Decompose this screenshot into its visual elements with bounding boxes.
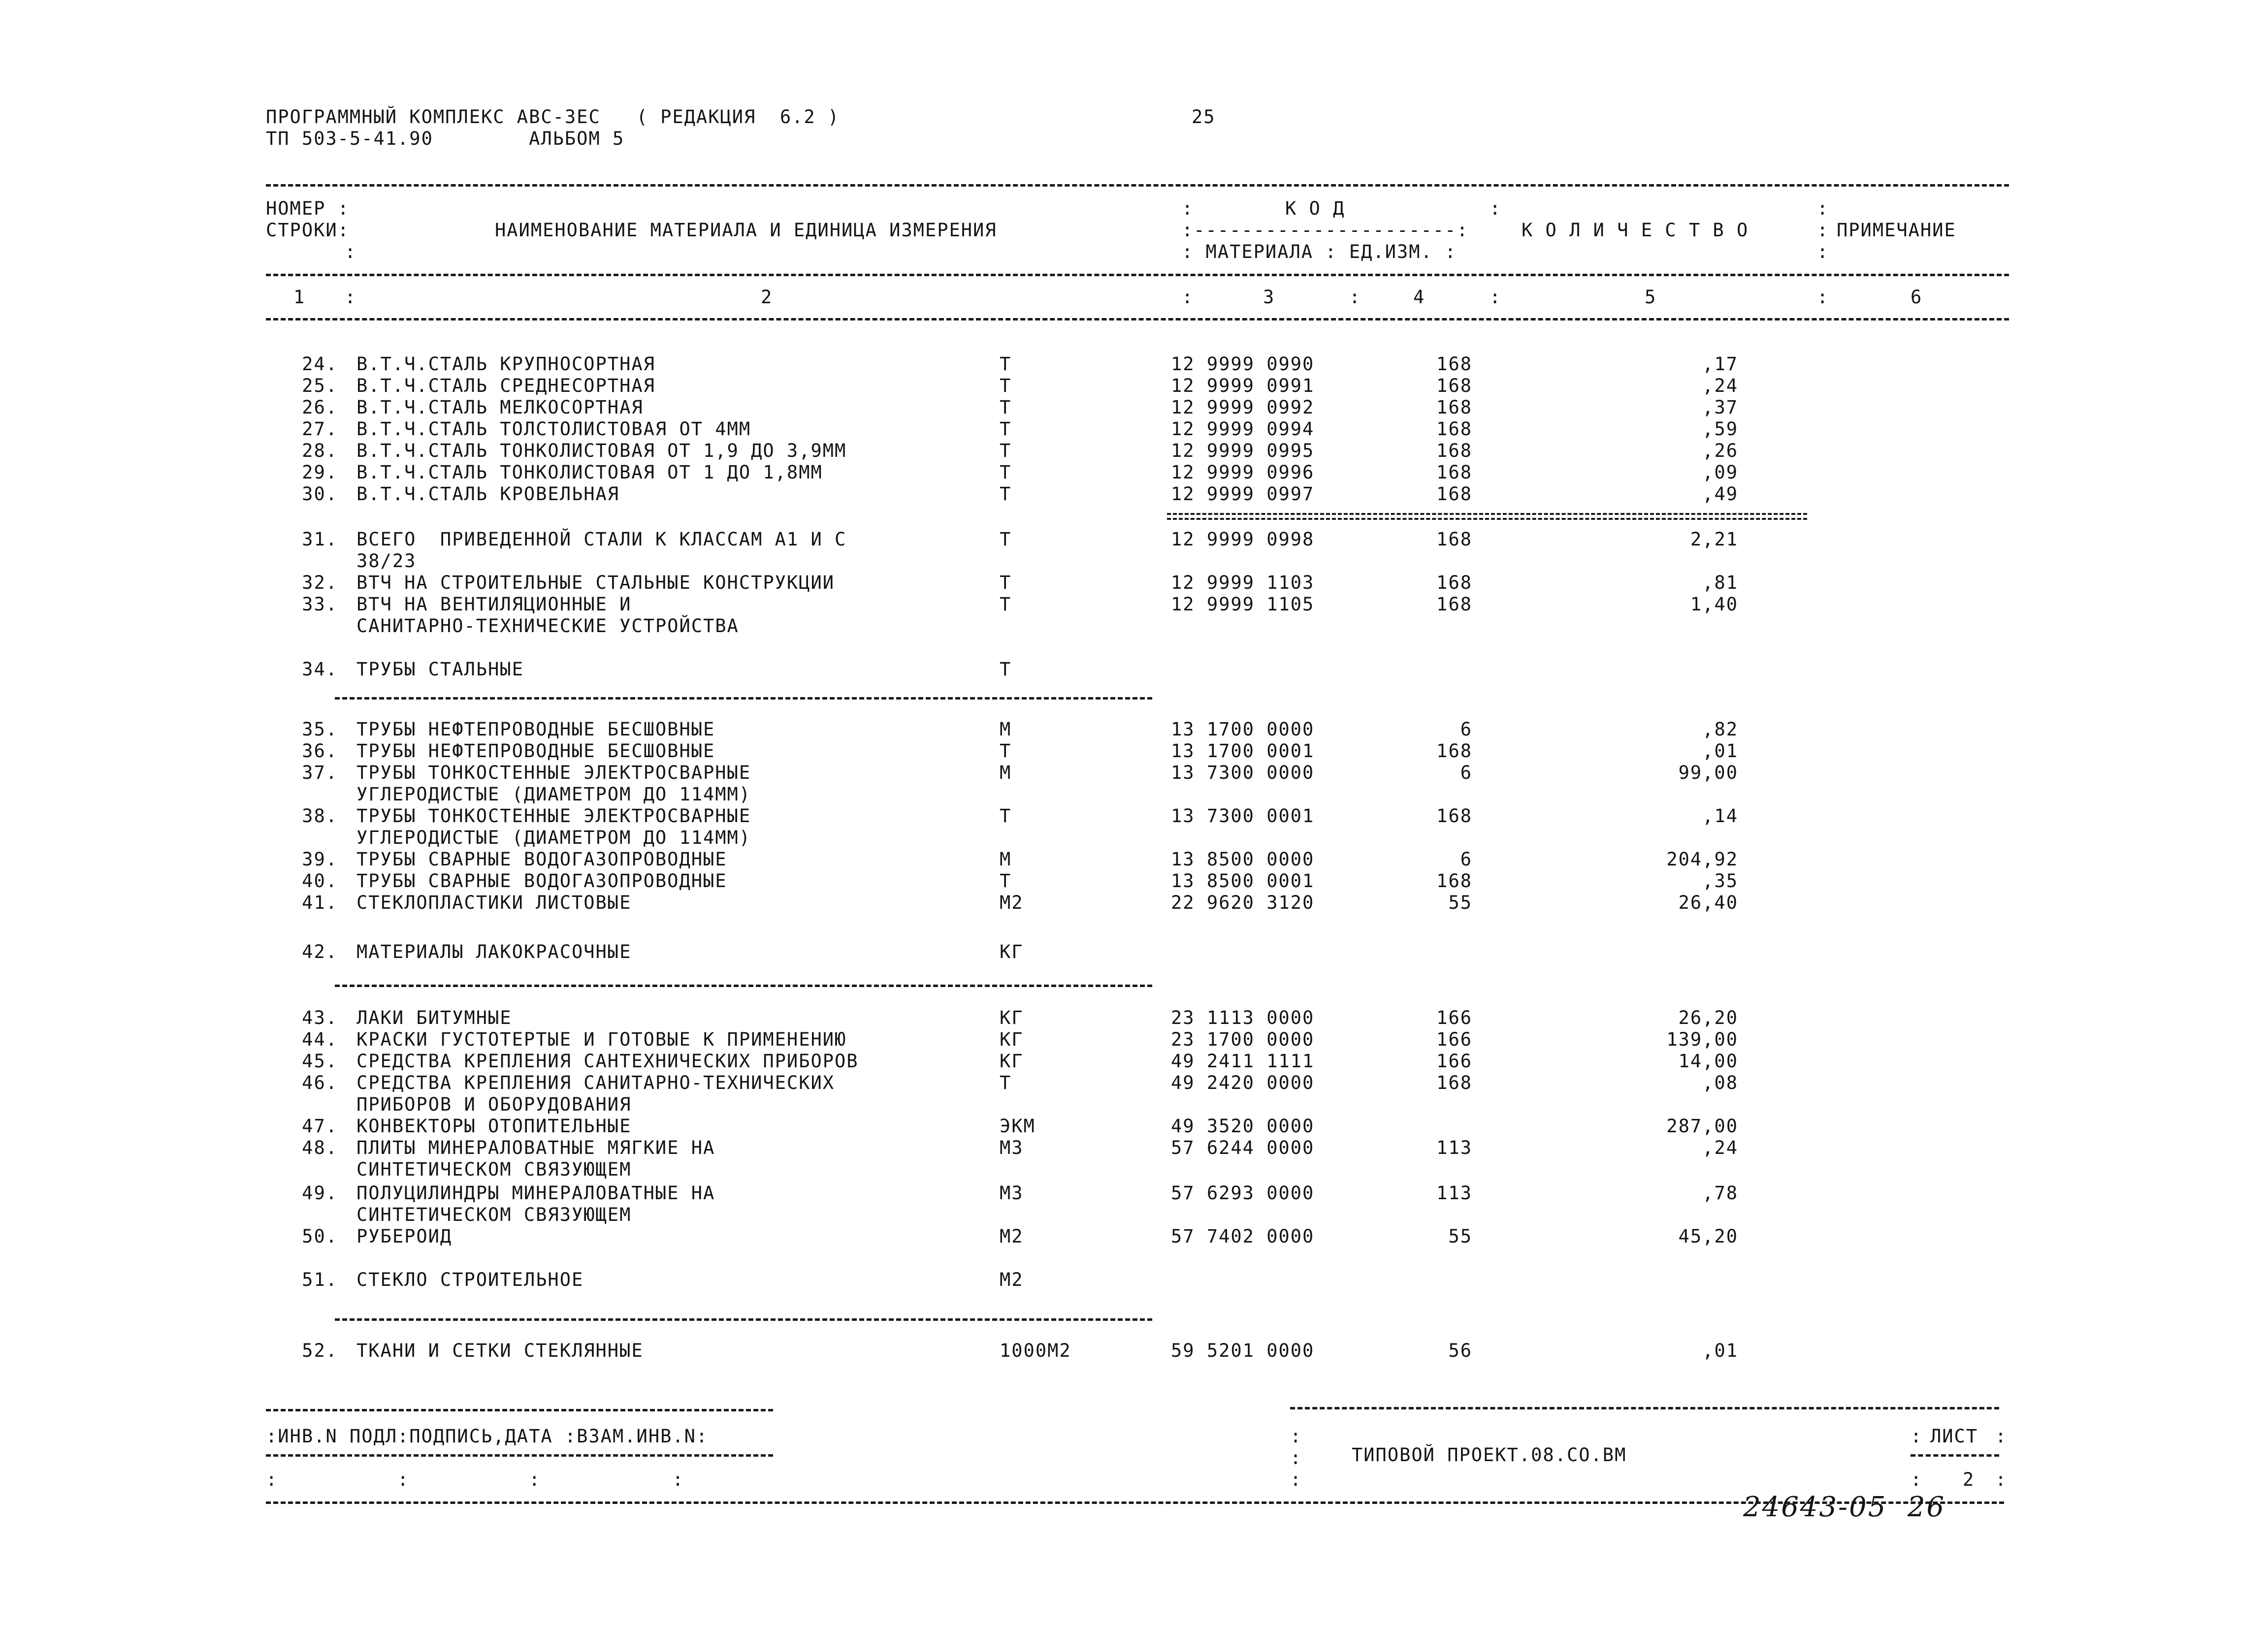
unit-code: 55 xyxy=(1448,1226,1472,1247)
unit-of-measure: Т xyxy=(1000,1072,1012,1093)
table-row xyxy=(0,1269,2268,1291)
material-code: 57 7402 0000 xyxy=(1171,1226,1315,1247)
quantity: 139,00 xyxy=(1666,1029,1738,1050)
row-number: 27. xyxy=(302,418,338,440)
quantity: 26,40 xyxy=(1678,892,1738,913)
unit-code: 6 xyxy=(1460,719,1472,740)
table-row xyxy=(0,762,2268,805)
material-name-continued: 38/23 xyxy=(356,550,417,572)
quantity: ,09 xyxy=(1702,462,1738,483)
quantity: ,35 xyxy=(1702,870,1738,892)
unit-code: 168 xyxy=(1436,462,1472,483)
unit-of-measure: М3 xyxy=(1000,1137,1024,1158)
header-bottom-rule xyxy=(266,318,2009,320)
unit-code: 168 xyxy=(1436,418,1472,440)
unit-code: 113 xyxy=(1436,1182,1472,1204)
table-row xyxy=(0,440,2268,462)
material-name: В.Т.Ч.СТАЛЬ КРУПНОСОРТНАЯ xyxy=(356,353,655,375)
row-number: 38. xyxy=(302,805,338,827)
material-name: СТЕКЛО СТРОИТЕЛЬНОЕ xyxy=(356,1269,584,1290)
row-number: 36. xyxy=(302,740,338,762)
table-row xyxy=(0,1182,2268,1225)
material-name: В.Т.Ч.СТАЛЬ КРОВЕЛЬНАЯ xyxy=(356,483,620,505)
material-name: РУБЕРОИД xyxy=(356,1226,453,1247)
quantity: ,26 xyxy=(1702,440,1738,461)
table-row xyxy=(0,1226,2268,1247)
row-number: 40. xyxy=(302,870,338,892)
table-row xyxy=(0,659,2268,680)
row-number: 33. xyxy=(302,594,338,615)
material-name: В.Т.Ч.СТАЛЬ ТОНКОЛИСТОВАЯ ОТ 1 ДО 1,8ММ xyxy=(356,462,823,483)
row-number: 30. xyxy=(302,483,338,505)
quantity: ,01 xyxy=(1702,1340,1738,1361)
unit-of-measure: М2 xyxy=(1000,1226,1024,1247)
col-number-6: 6 xyxy=(1911,287,1923,308)
col-number-5: 5 xyxy=(1645,287,1657,308)
program-header: ПРОГРАММНЫЙ КОМПЛЕКС АВС-3ЕС ( РЕДАКЦИЯ 6.2 ) xyxy=(266,106,840,128)
unit-of-measure: Т xyxy=(1000,659,1012,680)
material-name: В.Т.Ч.СТАЛЬ ТОНКОЛИСТОВАЯ ОТ 1,9 ДО 3,9ММ xyxy=(356,440,847,461)
row-number: 49. xyxy=(302,1182,338,1204)
material-code: 12 9999 1103 xyxy=(1171,572,1315,593)
material-code: 12 9999 0990 xyxy=(1171,353,1315,375)
material-name: ПЛИТЫ МИНЕРАЛОВАТНЫЕ МЯГКИЕ НА xyxy=(356,1137,715,1158)
quantity: ,82 xyxy=(1702,719,1738,740)
sheet-sep: : xyxy=(1995,1426,2008,1447)
unit-of-measure: М xyxy=(1000,719,1012,740)
material-code: 12 9999 0996 xyxy=(1171,462,1315,483)
table-row xyxy=(0,849,2268,870)
material-name: СТЕКЛОПЛАСТИКИ ЛИСТОВЫЕ xyxy=(356,892,632,913)
table-row xyxy=(0,892,2268,914)
table-row xyxy=(0,353,2268,375)
unit-of-measure: М2 xyxy=(1000,1269,1024,1290)
sheet-sep: : xyxy=(1911,1426,1923,1447)
material-name-continued: СИНТЕТИЧЕСКОМ СВЯЗУЮЩЕМ xyxy=(356,1204,632,1225)
material-name: КРАСКИ ГУСТОТЕРТЫЕ И ГОТОВЫЕ К ПРИМЕНЕНИЮ xyxy=(356,1029,847,1050)
row-number: 25. xyxy=(302,375,338,396)
table-row xyxy=(0,941,2268,963)
table-row xyxy=(0,1137,2268,1180)
group-rule-pipes xyxy=(335,697,1152,700)
unit-code: 168 xyxy=(1436,805,1472,827)
kod-divider: :----------------------: xyxy=(1182,220,1469,241)
col-sep-kod-left: : xyxy=(1182,198,1194,219)
material-code: 59 5201 0000 xyxy=(1171,1340,1315,1361)
col-number-3: 3 xyxy=(1263,287,1275,308)
material-name: ПОЛУЦИЛИНДРЫ МИНЕРАЛОВАТНЫЕ НА xyxy=(356,1182,715,1204)
material-code: 12 9999 0994 xyxy=(1171,418,1315,440)
unit-of-measure: М xyxy=(1000,849,1012,870)
material-name: ВТЧ НА СТРОИТЕЛЬНЫЕ СТАЛЬНЫЕ КОНСТРУКЦИИ xyxy=(356,572,835,593)
title-block-sep: : xyxy=(1290,1447,1302,1468)
material-code: 12 9999 0997 xyxy=(1171,483,1315,505)
row-number: 39. xyxy=(302,849,338,870)
unit-code: 168 xyxy=(1436,740,1472,762)
sheet-sep: : xyxy=(1911,1469,1923,1490)
quantity: ,24 xyxy=(1702,375,1738,396)
table-row xyxy=(0,719,2268,740)
material-name: СРЕДСТВА КРЕПЛЕНИЯ САНТЕХНИЧЕСКИХ ПРИБОРОВ xyxy=(356,1051,859,1072)
unit-of-measure: КГ xyxy=(1000,1029,1024,1050)
sheet-label: ЛИСТ xyxy=(1930,1426,1978,1447)
material-name: СРЕДСТВА КРЕПЛЕНИЯ САНИТАРНО-ТЕХНИЧЕСКИХ xyxy=(356,1072,835,1093)
material-name-continued: ПРИБОРОВ И ОБОРУДОВАНИЯ xyxy=(356,1094,632,1115)
unit-of-measure: Т xyxy=(1000,572,1012,593)
title-block-top-rule xyxy=(1290,1407,1999,1409)
kod-header: К О Д xyxy=(1285,198,1345,219)
material-name: ВСЕГО ПРИВЕДЕННОЙ СТАЛИ К КЛАССАМ А1 И С xyxy=(356,529,847,550)
material-name: В.Т.Ч.СТАЛЬ МЕЛКОСОРТНАЯ xyxy=(356,397,644,418)
col-sep: : xyxy=(1349,287,1361,308)
col-sep-note-2: : xyxy=(1817,220,1829,241)
group-rule-paints xyxy=(335,985,1152,987)
material-name: ТРУБЫ НЕФТЕПРОВОДНЫЕ БЕСШОВНЫЕ xyxy=(356,740,715,762)
header-mid-rule xyxy=(266,274,2009,276)
table-row xyxy=(0,572,2268,594)
table-row xyxy=(0,1007,2268,1029)
row-number: 28. xyxy=(302,440,338,461)
table-row xyxy=(0,594,2268,637)
stamp-labels: :ИНВ.N ПОДЛ:ПОДПИСЬ,ДАТА :ВЗАМ.ИНВ.N: xyxy=(266,1426,709,1447)
unit-code: 168 xyxy=(1436,483,1472,505)
quantity: ,14 xyxy=(1702,805,1738,827)
material-code: 13 1700 0000 xyxy=(1171,719,1315,740)
quantity: 14,00 xyxy=(1678,1051,1738,1072)
col-sep: : xyxy=(1182,287,1194,308)
quantity: ,59 xyxy=(1702,418,1738,440)
stamp-mid-rule xyxy=(266,1454,773,1457)
unit-code: 168 xyxy=(1436,529,1472,550)
material-code: 12 9999 0998 xyxy=(1171,529,1315,550)
col-number-1: 1 xyxy=(293,287,306,308)
material-name: ВТЧ НА ВЕНТИЛЯЦИОННЫЕ И xyxy=(356,594,632,615)
material-name: В.Т.Ч.СТАЛЬ СРЕДНЕСОРТНАЯ xyxy=(356,375,655,396)
unit-of-measure: 1000М2 xyxy=(1000,1340,1071,1361)
quantity: ,17 xyxy=(1702,353,1738,375)
material-code: 49 2420 0000 xyxy=(1171,1072,1315,1093)
quantity: ,81 xyxy=(1702,572,1738,593)
unit-code: 6 xyxy=(1460,849,1472,870)
unit-of-measure: Т xyxy=(1000,740,1012,762)
unit-of-measure: Т xyxy=(1000,805,1012,827)
quantity: ,01 xyxy=(1702,740,1738,762)
material-code: 12 9999 1105 xyxy=(1171,594,1315,615)
material-code: 23 1113 0000 xyxy=(1171,1007,1315,1028)
row-number: 46. xyxy=(302,1072,338,1093)
table-row xyxy=(0,483,2268,505)
unit-of-measure: Т xyxy=(1000,397,1012,418)
quantity: 26,20 xyxy=(1678,1007,1738,1028)
quantity: 2,21 xyxy=(1690,529,1738,550)
material-name: ТРУБЫ СВАРНЫЕ ВОДОГАЗОПРОВОДНЫЕ xyxy=(356,870,727,892)
table-row xyxy=(0,1051,2268,1072)
material-code: 23 1700 0000 xyxy=(1171,1029,1315,1050)
material-code: 49 2411 1111 xyxy=(1171,1051,1315,1072)
stamp-top-rule xyxy=(266,1409,773,1411)
unit-code: 168 xyxy=(1436,572,1472,593)
material-name: ТРУБЫ ТОНКОСТЕННЫЕ ЭЛЕКТРОСВАРНЫЕ xyxy=(356,805,751,827)
title-block-sep: : xyxy=(1290,1426,1302,1447)
unit-code: 6 xyxy=(1460,762,1472,783)
unit-code: 166 xyxy=(1436,1051,1472,1072)
table-row xyxy=(0,870,2268,892)
row-number: 45. xyxy=(302,1051,338,1072)
sheet-sep: : xyxy=(1995,1469,2008,1490)
row-number: 32. xyxy=(302,572,338,593)
col2-header: НАИМЕНОВАНИЕ МАТЕРИАЛА И ЕДИНИЦА ИЗМЕРЕНИЯ xyxy=(495,220,997,241)
table-row xyxy=(0,1340,2268,1362)
unit-of-measure: КГ xyxy=(1000,941,1024,962)
stamp-dividers: : : : : xyxy=(266,1469,684,1490)
col-sep-kod-right: : xyxy=(1490,198,1502,219)
quantity: 204,92 xyxy=(1666,849,1738,870)
row-number: 34. xyxy=(302,659,338,680)
row-number: 51. xyxy=(302,1269,338,1290)
row-number: 41. xyxy=(302,892,338,913)
material-name-continued: САНИТАРНО-ТЕХНИЧЕСКИЕ УСТРОЙСТВА xyxy=(356,615,739,637)
sheet-number: 2 xyxy=(1963,1469,1975,1490)
quantity: ,78 xyxy=(1702,1182,1738,1204)
table-row xyxy=(0,418,2268,440)
unit-code: 168 xyxy=(1436,397,1472,418)
unit-of-measure: М xyxy=(1000,762,1012,783)
unit-of-measure: Т xyxy=(1000,353,1012,375)
table-row xyxy=(0,529,2268,572)
unit-code: 166 xyxy=(1436,1007,1472,1028)
row-number: 44. xyxy=(302,1029,338,1050)
unit-of-measure: М3 xyxy=(1000,1182,1024,1204)
unit-of-measure: Т xyxy=(1000,440,1012,461)
material-name-continued: СИНТЕТИЧЕСКОМ СВЯЗУЮЩЕМ xyxy=(356,1159,632,1180)
col1-header-line1: НОМЕР : xyxy=(266,198,350,219)
material-name: ТРУБЫ НЕФТЕПРОВОДНЫЕ БЕСШОВНЫЕ xyxy=(356,719,715,740)
material-code: 57 6293 0000 xyxy=(1171,1182,1315,1204)
row-number: 50. xyxy=(302,1226,338,1247)
row-number: 47. xyxy=(302,1116,338,1137)
col-sep-note-3: : xyxy=(1817,241,1829,262)
title-block-sep: : xyxy=(1290,1469,1302,1490)
table-row xyxy=(0,1072,2268,1115)
material-name-continued: УГЛЕРОДИСТЫЕ (ДИАМЕТРОМ ДО 114ММ) xyxy=(356,784,751,805)
col1-header-line2: СТРОКИ: xyxy=(266,220,350,241)
quantity: ,24 xyxy=(1702,1137,1738,1158)
material-code: 13 8500 0001 xyxy=(1171,870,1315,892)
unit-code: 168 xyxy=(1436,440,1472,461)
unit-of-measure: Т xyxy=(1000,529,1012,550)
unit-code: 168 xyxy=(1436,870,1472,892)
table-row xyxy=(0,397,2268,418)
table-row xyxy=(0,1029,2268,1051)
unit-code: 168 xyxy=(1436,353,1472,375)
material-code: 12 9999 0991 xyxy=(1171,375,1315,396)
material-name: ТРУБЫ ТОНКОСТЕННЫЕ ЭЛЕКТРОСВАРНЫЕ xyxy=(356,762,751,783)
unit-of-measure: Т xyxy=(1000,462,1012,483)
row-number: 35. xyxy=(302,719,338,740)
group-rule-glass xyxy=(335,1318,1152,1321)
quantity: 1,40 xyxy=(1690,594,1738,615)
table-row xyxy=(0,1116,2268,1137)
table-row xyxy=(0,462,2268,483)
material-code: 49 3520 0000 xyxy=(1171,1116,1315,1137)
row-number: 42. xyxy=(302,941,338,962)
material-name-continued: УГЛЕРОДИСТЫЕ (ДИАМЕТРОМ ДО 114ММ) xyxy=(356,827,751,848)
sheet-rule xyxy=(1911,1454,1999,1457)
unit-code: 168 xyxy=(1436,1072,1472,1093)
quantity: ,08 xyxy=(1702,1072,1738,1093)
quantity: 99,00 xyxy=(1678,762,1738,783)
handwritten-archive-number: 24643-05 26 xyxy=(1743,1491,1946,1523)
unit-code: 166 xyxy=(1436,1029,1472,1050)
unit-of-measure: Т xyxy=(1000,594,1012,615)
total-double-rule xyxy=(1167,513,1807,520)
material-code: 13 7300 0000 xyxy=(1171,762,1315,783)
unit-of-measure: КГ xyxy=(1000,1051,1024,1072)
material-code: 13 1700 0001 xyxy=(1171,740,1315,762)
project-title: ТИПОВОЙ ПРОЕКТ.08.СО.ВМ xyxy=(1352,1444,1627,1466)
col1-header-line3: : xyxy=(345,241,357,262)
unit-code: 55 xyxy=(1448,892,1472,913)
row-number: 31. xyxy=(302,529,338,550)
quantity: 45,20 xyxy=(1678,1226,1738,1247)
row-number: 24. xyxy=(302,353,338,375)
row-number: 37. xyxy=(302,762,338,783)
material-name: КОНВЕКТОРЫ ОТОПИТЕЛЬНЫЕ xyxy=(356,1116,632,1137)
kolvo-header: К О Л И Ч Е С Т В О xyxy=(1522,220,1749,241)
material-code: 12 9999 0992 xyxy=(1171,397,1315,418)
material-name: МАТЕРИАЛЫ ЛАКОКРАСОЧНЫЕ xyxy=(356,941,632,962)
col-number-2: 2 xyxy=(761,287,773,308)
unit-of-measure: КГ xyxy=(1000,1007,1024,1028)
kod-subheader: : МАТЕРИАЛА : ЕД.ИЗМ. : xyxy=(1182,241,1457,262)
quantity: ,37 xyxy=(1702,397,1738,418)
material-code: 13 8500 0000 xyxy=(1171,849,1315,870)
unit-of-measure: М2 xyxy=(1000,892,1024,913)
unit-code: 168 xyxy=(1436,594,1472,615)
unit-code: 168 xyxy=(1436,375,1472,396)
col-sep: : xyxy=(1490,287,1502,308)
col-sep-note-1: : xyxy=(1817,198,1829,219)
row-number: 26. xyxy=(302,397,338,418)
table-row xyxy=(0,375,2268,397)
col-sep: : xyxy=(345,287,357,308)
quantity: 287,00 xyxy=(1666,1116,1738,1137)
material-name: ЛАКИ БИТУМНЫЕ xyxy=(356,1007,512,1028)
unit-of-measure: Т xyxy=(1000,418,1012,440)
unit-code: 113 xyxy=(1436,1137,1472,1158)
header-top-rule xyxy=(266,184,2009,187)
material-code: 57 6244 0000 xyxy=(1171,1137,1315,1158)
row-number: 52. xyxy=(302,1340,338,1361)
unit-of-measure: Т xyxy=(1000,483,1012,505)
unit-of-measure: Т xyxy=(1000,870,1012,892)
row-number: 29. xyxy=(302,462,338,483)
unit-code: 56 xyxy=(1448,1340,1472,1361)
material-code: 13 7300 0001 xyxy=(1171,805,1315,827)
table-row xyxy=(0,740,2268,762)
material-name: ТРУБЫ СВАРНЫЕ ВОДОГАЗОПРОВОДНЫЕ xyxy=(356,849,727,870)
material-code: 12 9999 0995 xyxy=(1171,440,1315,461)
note-header: ПРИМЕЧАНИЕ xyxy=(1837,220,1956,241)
unit-of-measure: ЭКМ xyxy=(1000,1116,1036,1137)
row-number: 48. xyxy=(302,1137,338,1158)
album-header: ТП 503-5-41.90 АЛЬБОМ 5 xyxy=(266,128,625,149)
row-number: 43. xyxy=(302,1007,338,1028)
material-name: ТРУБЫ СТАЛЬНЫЕ xyxy=(356,659,524,680)
unit-of-measure: Т xyxy=(1000,375,1012,396)
quantity: ,49 xyxy=(1702,483,1738,505)
table-row xyxy=(0,805,2268,848)
col-sep: : xyxy=(1817,287,1829,308)
col-number-4: 4 xyxy=(1413,287,1426,308)
page-number: 25 xyxy=(1192,106,1216,128)
material-name: ТКАНИ И СЕТКИ СТЕКЛЯННЫЕ xyxy=(356,1340,644,1361)
material-name: В.Т.Ч.СТАЛЬ ТОЛСТОЛИСТОВАЯ ОТ 4ММ xyxy=(356,418,751,440)
material-code: 22 9620 3120 xyxy=(1171,892,1315,913)
